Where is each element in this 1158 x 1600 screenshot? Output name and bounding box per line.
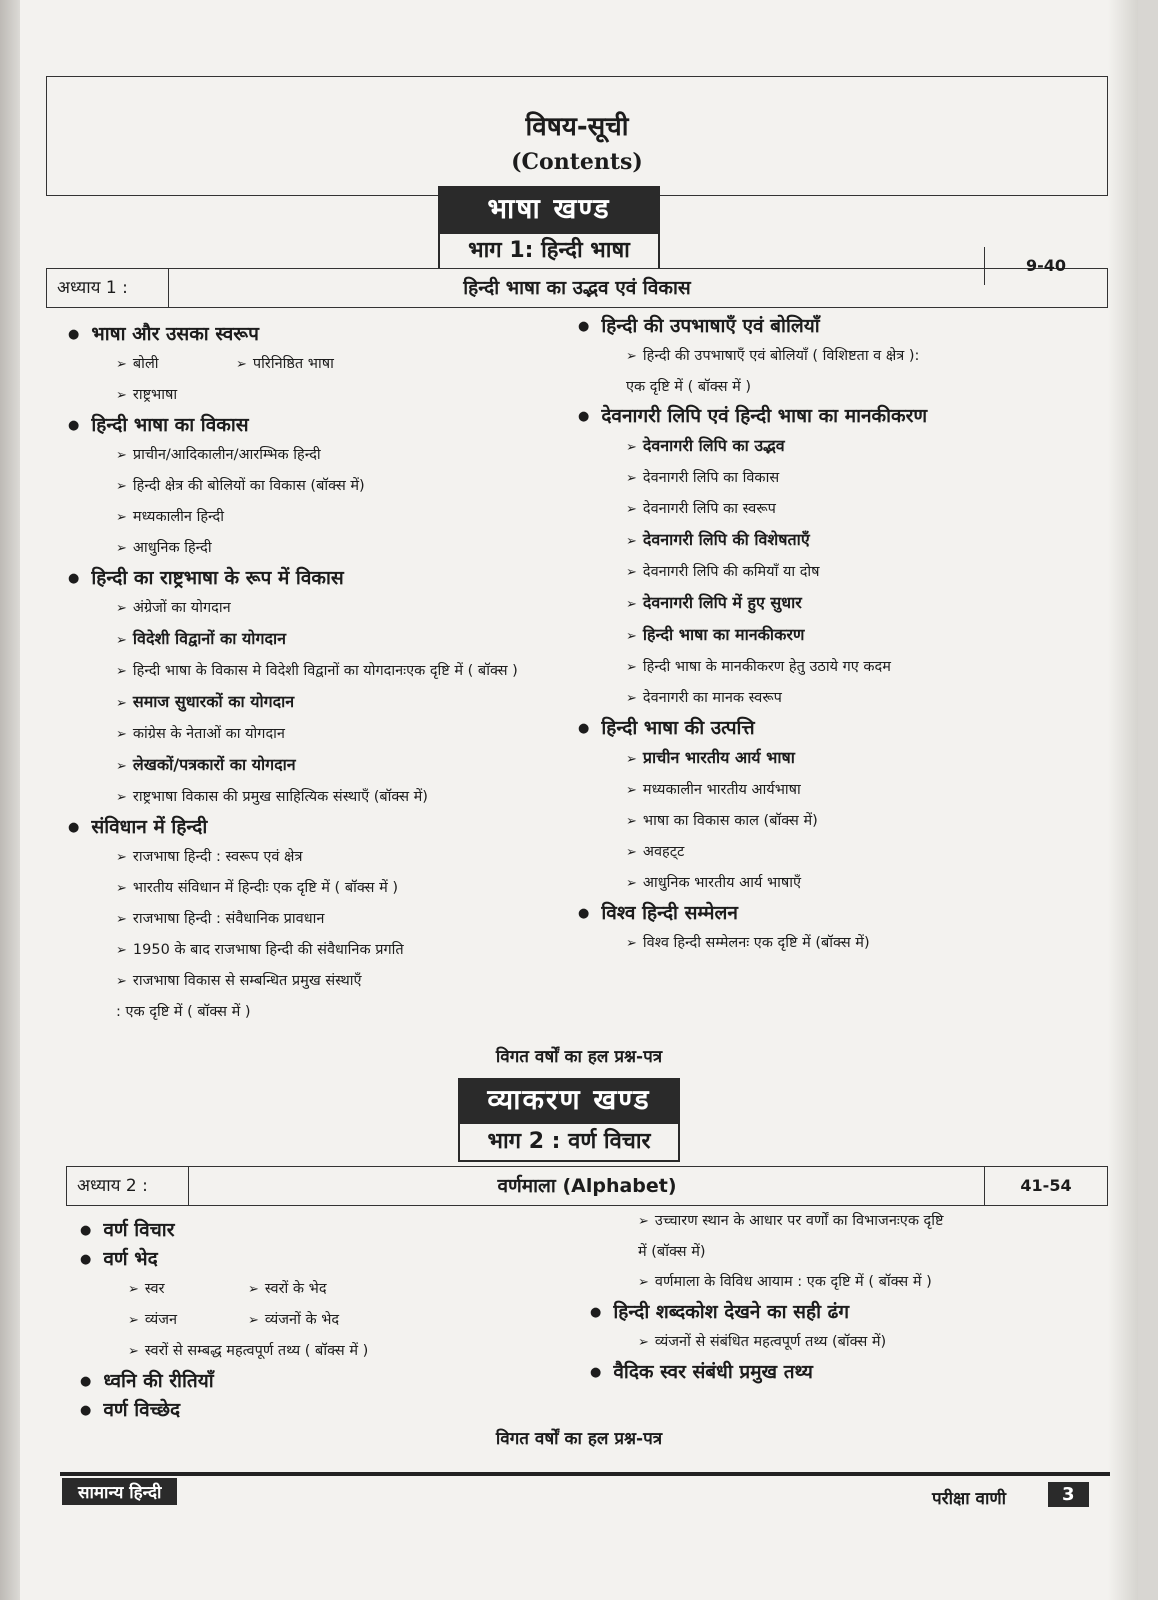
toc-subitem <box>236 356 334 372</box>
toc-subitem-label: स्वर <box>144 1281 165 1297</box>
arrow-right-icon: ➢ <box>116 664 127 679</box>
toc-heading: ● वर्ण विच्छेद <box>80 1396 600 1425</box>
toc-heading: ● हिन्दी का राष्ट्रभाषा के रूप में विकास <box>68 564 588 593</box>
toc-subitem <box>68 533 588 564</box>
toc-subitem-label: अंग्रेजों का योगदान <box>132 600 231 616</box>
previous-papers-label-2: विगत वर्षों का हल प्रश्न-पत्र <box>495 1429 663 1449</box>
arrow-right-icon: ➢ <box>626 597 637 612</box>
arrow-right-icon: ➢ <box>116 601 127 616</box>
arrow-right-icon: ➢ <box>116 790 127 805</box>
toc-heading: ● देवनागरी लिपि एवं हिन्दी भाषा का मानकीकरण <box>578 402 1098 431</box>
chapter-title: हिन्दी भाषा का उद्भव एवं विकास <box>463 277 691 299</box>
arrow-right-icon: ➢ <box>116 759 127 774</box>
toc-subitem <box>248 1312 339 1328</box>
page-number: 3 <box>1048 1482 1089 1507</box>
toc-subitem <box>68 471 588 502</box>
toc-subitem-label: विदेशी विद्वानों का योगदान <box>132 629 286 648</box>
arrow-right-icon: ➢ <box>116 912 127 927</box>
toc-subitem-label: भाषा का विकास काल (बॉक्स में) <box>642 813 818 829</box>
toc-column-left-1 <box>68 320 588 1027</box>
toc-subitem-label: हिन्दी क्षेत्र की बोलियों का विकास (बॉक्स में) <box>132 478 365 494</box>
toc-subitem-label: देवनागरी लिपि की कमियाँ या दोष <box>642 564 820 580</box>
toc-subitem <box>578 494 1098 525</box>
toc-subitem <box>578 588 1098 620</box>
toc-subitem <box>68 440 588 471</box>
arrow-right-icon: ➢ <box>116 388 127 403</box>
arrow-right-icon: ➢ <box>116 541 127 556</box>
toc-subitem <box>248 1281 327 1297</box>
arrow-right-icon: ➢ <box>626 752 637 767</box>
toc-subitem-label: देवनागरी लिपि का विकास <box>642 470 780 486</box>
page-subtitle: (Contents) <box>511 149 643 175</box>
arrow-right-icon: ➢ <box>128 1313 139 1328</box>
toc-subitem <box>578 743 1098 775</box>
toc-subitem-label: देवनागरी लिपि का उद्भव <box>642 436 785 455</box>
toc-heading: ● ध्वनि की रीतियाँ <box>80 1367 600 1396</box>
toc-subitem-label: समाज सुधारकों का योगदान <box>132 692 295 711</box>
toc-subitem-label: कांग्रेस के नेताओं का योगदान <box>132 726 285 742</box>
toc-subitem-label: मध्यकालीन भारतीय आर्यभाषा <box>642 782 801 798</box>
toc-subitem-label: स्वरों से सम्बद्ध महत्वपूर्ण तथ्य ( बॉक्स में ) <box>144 1343 369 1359</box>
toc-subitem-label: व्यंजनों से संबंधित महत्वपूर्ण तथ्य (बॉक्स में) <box>654 1334 887 1350</box>
toc-subitem-label: 1950 के बाद राजभाषा हिन्दी की संवैधानिक प्रगति <box>132 942 404 958</box>
page-title: विषय-सूची <box>525 112 629 142</box>
toc-subitem <box>68 656 588 687</box>
arrow-right-icon: ➢ <box>116 479 127 494</box>
chapter-bar-1 <box>46 256 1108 308</box>
toc-subitem-label: राष्ट्रभाषा विकास की प्रमुख साहित्यिक संस्थाएँ (बॉक्स में) <box>132 789 428 805</box>
arrow-right-icon: ➢ <box>116 727 127 742</box>
arrow-right-icon: ➢ <box>116 881 127 896</box>
toc-heading: ● भाषा और उसका स्वरूप <box>68 320 588 349</box>
section-badge-1: भाषा खण्ड <box>438 186 660 232</box>
toc-heading: ● विश्व हिन्दी सम्मेलन <box>578 899 1098 928</box>
toc-subitem <box>68 750 588 782</box>
toc-subitem-label: बोली <box>132 356 159 372</box>
page <box>20 0 1138 1600</box>
toc-subitem-label: स्वरों के भेद <box>264 1281 327 1297</box>
toc-subitem <box>578 341 1098 372</box>
toc-subitem-label: देवनागरी लिपि की विशेषताएँ <box>642 530 810 549</box>
toc-subitem-continuation: : एक दृष्टि में ( बॉक्स में ) <box>116 1004 251 1020</box>
toc-subitem <box>128 1274 248 1305</box>
toc-heading: ● हिन्दी भाषा की उत्पत्ति <box>578 714 1098 743</box>
toc-subitem <box>68 687 588 719</box>
toc-subitem <box>578 837 1098 868</box>
toc-heading: ● हिन्दी की उपभाषाएँ एवं बोलियाँ <box>578 312 1098 341</box>
page-gutter-shadow <box>1108 0 1138 1600</box>
arrow-right-icon: ➢ <box>626 565 637 580</box>
arrow-right-icon: ➢ <box>626 876 637 891</box>
arrow-right-icon: ➢ <box>626 502 637 517</box>
toc-subitem <box>68 966 588 997</box>
arrow-right-icon: ➢ <box>626 349 637 364</box>
toc-column-right-1 <box>578 312 1098 959</box>
arrow-right-icon: ➢ <box>626 783 637 798</box>
toc-subitem-label: आधुनिक भारतीय आर्य भाषाएँ <box>642 875 802 891</box>
toc-subitem-pair <box>80 1305 600 1336</box>
chapter-number: अध्याय 1 : <box>47 269 169 307</box>
arrow-right-icon: ➢ <box>626 534 637 549</box>
footer-rule <box>60 1472 1110 1476</box>
toc-subitem <box>578 525 1098 557</box>
toc-subitem <box>68 873 588 904</box>
chapter-bar-2 <box>66 1166 1108 1206</box>
arrow-right-icon: ➢ <box>248 1313 259 1328</box>
arrow-right-icon: ➢ <box>626 471 637 486</box>
arrow-right-icon: ➢ <box>638 1275 649 1290</box>
arrow-right-icon: ➢ <box>626 440 637 455</box>
toc-subitem-pair <box>68 349 588 380</box>
toc-subitem-label: देवनागरी लिपि का स्वरूप <box>642 501 776 517</box>
arrow-right-icon: ➢ <box>236 357 247 372</box>
arrow-right-icon: ➢ <box>116 510 127 525</box>
arrow-right-icon: ➢ <box>116 974 127 989</box>
toc-subitem-label: हिन्दी भाषा के विकास मे विदेशी विद्वानों का योगदानःएक दृष्टि में ( बॉक्स ) <box>132 663 518 679</box>
toc-subitem <box>578 620 1098 652</box>
toc-subitem <box>116 349 236 380</box>
toc-subitem-label: वर्णमाला के विविध आयाम : एक दृष्टि में ( बॉक्स में ) <box>654 1274 932 1290</box>
toc-heading: ● संविधान में हिन्दी <box>68 813 588 842</box>
toc-subitem-label: देवनागरी का मानक स्वरूप <box>642 690 782 706</box>
toc-subitem-label: व्यंजनों के भेद <box>264 1312 340 1328</box>
chapter-pages: 41-54 <box>984 1167 1107 1205</box>
toc-subitem-pair <box>80 1274 600 1305</box>
arrow-right-icon: ➢ <box>128 1344 139 1359</box>
toc-subitem <box>68 593 588 624</box>
toc-subitem <box>590 1267 1110 1298</box>
toc-subitem-continuation: एक दृष्टि में ( बॉक्स में ) <box>626 379 752 395</box>
toc-subitem <box>578 431 1098 463</box>
toc-subitem <box>578 806 1098 837</box>
toc-subitem-label: विश्व हिन्दी सम्मेलनः एक दृष्टि में (बॉक्स में) <box>642 935 870 951</box>
part-badge-2: भाग 2 : वर्ण विचार <box>458 1122 680 1162</box>
toc-heading: ● हिन्दी शब्दकोश देखने का सही ढंग <box>590 1298 1110 1327</box>
toc-subitem <box>578 652 1098 683</box>
toc-subitem <box>590 1206 1110 1237</box>
toc-subitem <box>68 935 588 966</box>
chapter-pages: 9-40 <box>984 247 1107 285</box>
title-box <box>46 76 1108 196</box>
toc-subitem-label: हिन्दी की उपभाषाएँ एवं बोलियाँ ( विशिष्टता व क्षेत्र ): <box>642 348 920 364</box>
toc-subitem-label: प्राचीन/आदिकालीन/आरम्भिक हिन्दी <box>132 447 321 463</box>
toc-subitem-label: हिन्दी भाषा के मानकीकरण हेतु उठाये गए कदम <box>642 659 891 675</box>
toc-column-right-2 <box>590 1206 1110 1387</box>
toc-subitem-label: अवहट्‌ट <box>642 844 685 860</box>
arrow-right-icon: ➢ <box>116 696 127 711</box>
toc-subitem-label: परिनिष्ठित भाषा <box>252 356 334 372</box>
arrow-right-icon: ➢ <box>116 633 127 648</box>
toc-subitem <box>68 904 588 935</box>
arrow-right-icon: ➢ <box>626 845 637 860</box>
arrow-right-icon: ➢ <box>638 1335 649 1350</box>
arrow-right-icon: ➢ <box>626 660 637 675</box>
toc-subitem <box>68 380 588 411</box>
toc-subitem <box>68 782 588 813</box>
toc-subitem <box>68 842 588 873</box>
toc-subitem <box>68 502 588 533</box>
toc-subitem-label: भारतीय संविधान में हिन्दीः एक दृष्टि में ( बॉक्स में ) <box>132 880 399 896</box>
toc-heading: ● हिन्दी भाषा का विकास <box>68 411 588 440</box>
arrow-right-icon: ➢ <box>626 936 637 951</box>
page-edge-shadow <box>0 0 20 1600</box>
footer-publication: परीक्षा वाणी <box>932 1489 1007 1509</box>
toc-subitem-label: देवनागरी लिपि में हुए सुधार <box>642 593 802 612</box>
toc-subitem <box>578 683 1098 714</box>
arrow-right-icon: ➢ <box>116 357 127 372</box>
toc-subitem-continuation: में (बॉक्स में) <box>638 1244 706 1260</box>
section-badge-2: व्याकरण खण्ड <box>458 1078 680 1122</box>
arrow-right-icon: ➢ <box>638 1214 649 1229</box>
toc-subitem-label: राजभाषा हिन्दी : संवैधानिक प्रावधान <box>132 911 325 927</box>
toc-subitem <box>80 1336 600 1367</box>
arrow-right-icon: ➢ <box>626 629 637 644</box>
arrow-right-icon: ➢ <box>128 1282 139 1297</box>
part-badge-1: भाग 1: हिन्दी भाषा <box>438 232 660 270</box>
toc-subitem <box>578 868 1098 899</box>
toc-subitem <box>68 719 588 750</box>
toc-subitem <box>578 557 1098 588</box>
toc-subitem-label: हिन्दी भाषा का मानकीकरण <box>642 625 805 644</box>
toc-subitem-label: मध्यकालीन हिन्दी <box>132 509 224 525</box>
toc-subitem-label: राष्ट्रभाषा <box>132 387 178 403</box>
toc-subitem-label: व्यंजन <box>144 1312 178 1328</box>
toc-heading: ● वैदिक स्वर संबंधी प्रमुख तथ्य <box>590 1358 1110 1387</box>
toc-column-left-2 <box>80 1216 600 1425</box>
toc-subitem <box>128 1305 248 1336</box>
toc-subitem-label: लेखकों/पत्रकारों का योगदान <box>132 755 296 774</box>
toc-subitem-label: उच्चारण स्थान के आधार पर वर्णों का विभाजनःएक दृष्टि <box>654 1213 944 1229</box>
toc-subitem <box>578 775 1098 806</box>
toc-subitem-label: राजभाषा विकास से सम्बन्धित प्रमुख संस्थाएँ <box>132 973 362 989</box>
arrow-right-icon: ➢ <box>626 691 637 706</box>
arrow-right-icon: ➢ <box>116 448 127 463</box>
toc-heading: ● वर्ण भेद <box>80 1245 600 1274</box>
chapter-title: वर्णमाला (Alphabet) <box>497 1175 677 1197</box>
toc-subitem <box>68 624 588 656</box>
chapter-number: अध्याय 2 : <box>67 1167 189 1205</box>
toc-subitem-label: प्राचीन भारतीय आर्य भाषा <box>642 748 795 767</box>
toc-heading: ● वर्ण विचार <box>80 1216 600 1245</box>
arrow-right-icon: ➢ <box>248 1282 259 1297</box>
arrow-right-icon: ➢ <box>626 814 637 829</box>
toc-subitem-label: राजभाषा हिन्दी : स्वरूप एवं क्षेत्र <box>132 849 303 865</box>
arrow-right-icon: ➢ <box>116 943 127 958</box>
arrow-right-icon: ➢ <box>116 850 127 865</box>
footer-subject: सामान्य हिन्दी <box>62 1478 177 1505</box>
toc-subitem <box>590 1327 1110 1358</box>
toc-subitem <box>578 928 1098 959</box>
previous-papers-label-1: विगत वर्षों का हल प्रश्न-पत्र <box>495 1047 663 1067</box>
toc-subitem <box>578 463 1098 494</box>
toc-subitem-label: आधुनिक हिन्दी <box>132 540 212 556</box>
